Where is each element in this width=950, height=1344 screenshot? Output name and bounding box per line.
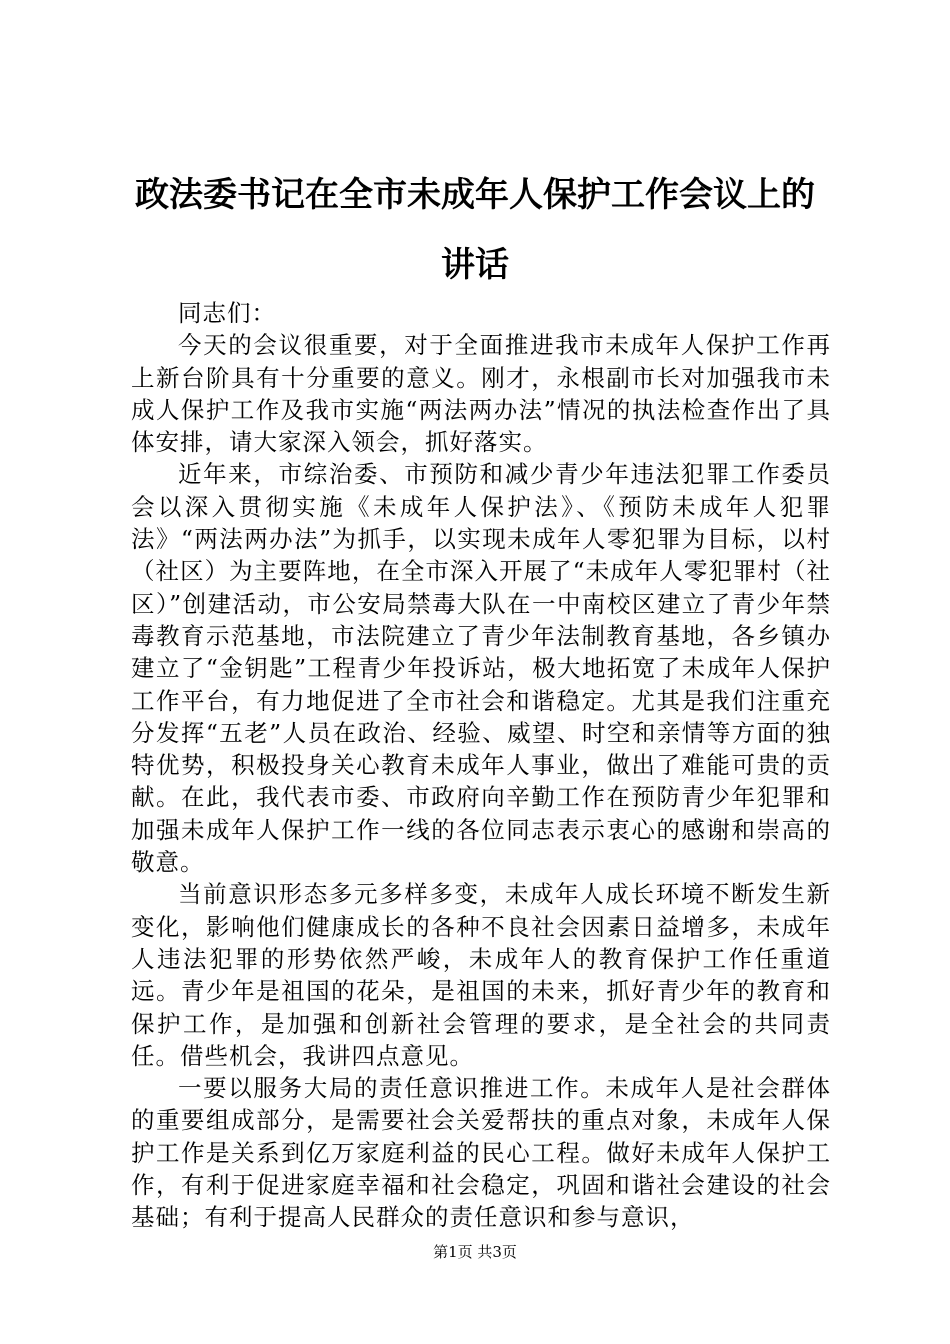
document-body <box>131 297 831 1234</box>
page-footer <box>0 1240 950 1264</box>
title-line-1: 政法委书记在全市未成年人保护工作会议上的 <box>135 175 815 215</box>
document-title <box>120 160 830 300</box>
salutation: 同志们： <box>178 299 276 327</box>
paragraph-4: 一要以服务大局的责任意识推进工作。未成年人是社会群体的重要组成部分，是需要社会关爱帮扶的重点对象，未成年人保护工作是关系到亿万家庭利益的民心工程。做好未成年人保护工作，有利于促进家庭幸福和社会稳定，巩固和谐社会建设的社会基础；有利于提高人民群众的责任意识和参与意识， <box>131 1074 831 1232</box>
paragraph-2: 近年来，市综治委、市预防和减少青少年违法犯罪工作委员会以深入贯彻实施《未成年人保护法》、《预防未成年人犯罪法》“两法两办法”为抓手，以实现未成年人零犯罪为目标，以村（社区）为主要阵地，在全市深入开展了“未成年人零犯罪村（社区）”创建活动，市公安局禁毒大队在一中南校区建立了青少年禁毒教育示范基地，市法院建立了青少年法制教育基地，各乡镇办建立了“金钥匙”工程青少年投诉站，极大地拓宽了未成年人保护工作平台，有力地促进了全市社会和谐稳定。尤其是我们注重充分发挥“五老”人员在政治、经验、威望、时空和亲情等方面的独特优势，积极投身关心教育未成年人事业，做出了难能可贵的贡献。在此，我代表市委、市政府向辛勤工作在预防青少年犯罪和加强未成年人保护工作一线的各位同志表示衷心的感谢和崇高的敬意。 <box>131 460 831 877</box>
page-number: 第1页 共3页 <box>433 1243 517 1261</box>
paragraph-3: 当前意识形态多元多样多变，未成年人成长环境不断发生新变化，影响他们健康成长的各种不良社会因素日益增多，未成年人违法犯罪的形势依然严峻，未成年人的教育保护工作任重道远。青少年是祖国的花朵，是祖国的未来，抓好青少年的教育和保护工作，是加强和创新社会管理的要求，是全社会的共同责任。借些机会，我讲四点意见。 <box>131 880 831 1070</box>
title-line-2: 讲话 <box>441 245 509 285</box>
paragraph-1: 今天的会议很重要，对于全面推进我市未成年人保护工作再上新台阶具有十分重要的意义。刚才，永根副市长对加强我市未成人保护工作及我市实施“两法两办法”情况的执法检查作出了具体安排，请大家深入领会，抓好落实。 <box>131 331 831 457</box>
